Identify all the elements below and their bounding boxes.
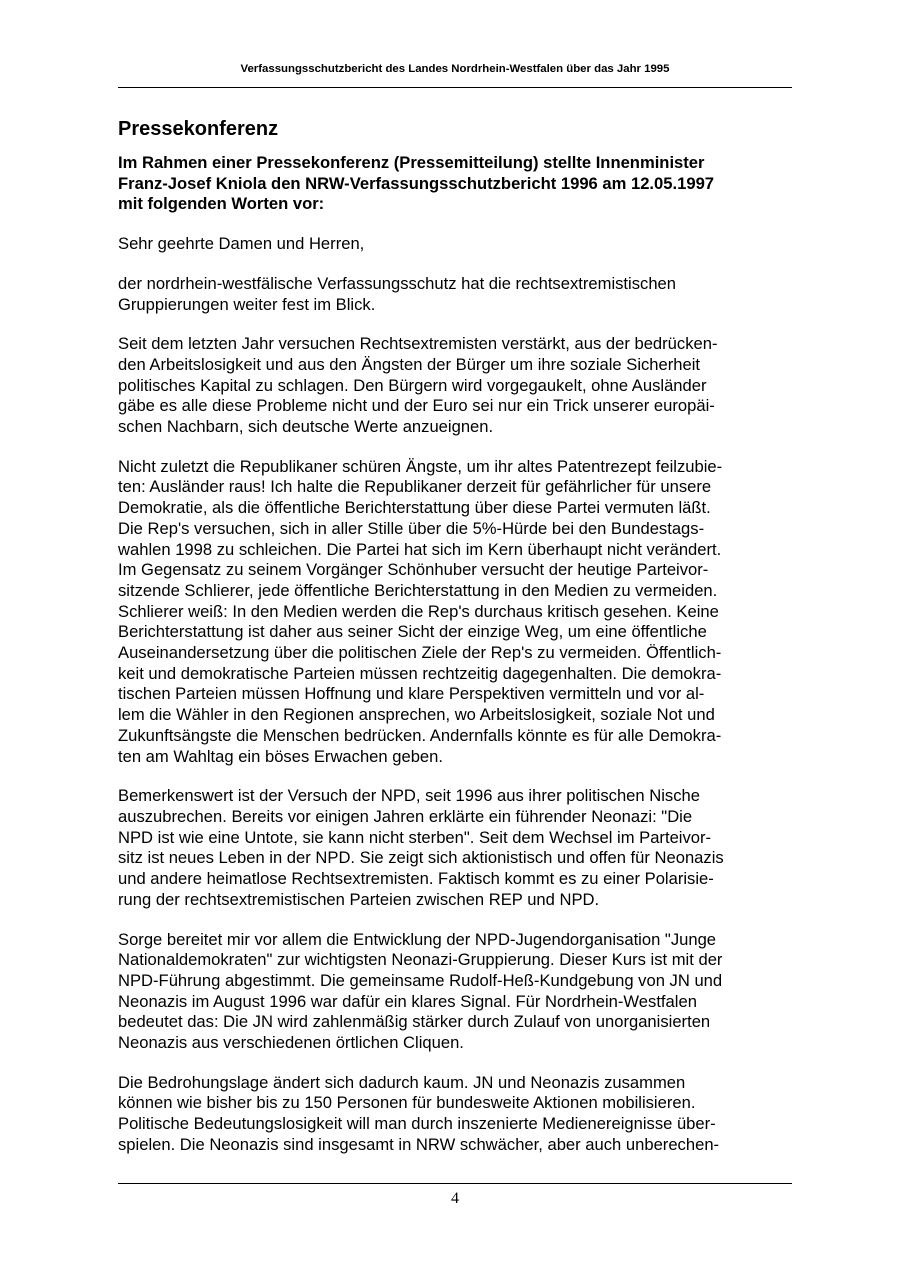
- text-line: Zukunftsängste die Menschen bedrücken. Andernfalls könnte es für alle Demokra-: [118, 725, 722, 745]
- text-line: rung der rechtsextremistischen Parteien zwischen REP und NPD.: [118, 889, 600, 909]
- text-line: sitz ist neues Leben in der NPD. Sie zeigt sich aktionistisch und offen für Neonazis: [118, 848, 724, 868]
- text-line: Schlierer weiß: In den Medien werden die Rep's durchaus kritisch gesehen. Keine: [118, 601, 719, 621]
- paragraph-jn: [118, 930, 786, 1054]
- paragraph-npd: [118, 786, 786, 910]
- text-line: Nationaldemokraten" zur wichtigsten Neonazi-Gruppierung. Dieser Kurs ist mit der: [118, 950, 723, 970]
- text-line: Neonazis im August 1996 war dafür ein klares Signal. Für Nordrhein-Westfalen: [118, 991, 697, 1011]
- text-line: schen Nachbarn, sich deutsche Werte anzueignen.: [118, 417, 494, 437]
- text-line: Politische Bedeutungslosigkeit will man durch inszenierte Medienereignisse über-: [118, 1114, 716, 1134]
- text-line: Bemerkenswert ist der Versuch der NPD, seit 1996 aus ihrer politischen Nische: [118, 786, 700, 806]
- text-line: lem die Wähler in den Regionen ansprechen, wo Arbeitslosigkeit, soziale Not und: [118, 705, 715, 725]
- page-number: 4: [451, 1190, 459, 1207]
- lead-line: Franz-Josef Kniola den NRW-Verfassungsschutzbericht 1996 am 12.05.1997: [118, 173, 715, 193]
- text-line: spielen. Die Neonazis sind insgesamt in NRW schwächer, aber auch unberechen-: [118, 1134, 720, 1154]
- text-line: sitzende Schlierer, jede öffentliche Berichterstattung in den Medien zu vermeiden.: [118, 580, 718, 600]
- text-line: Seit dem letzten Jahr versuchen Rechtsextremisten verstärkt, aus der bedrücken-: [118, 334, 718, 354]
- text-line: Sorge bereitet mir vor allem die Entwicklung der NPD-Jugendorganisation "Junge: [118, 929, 717, 949]
- text-line: und andere heimatlose Rechtsextremisten. Faktisch kommt es zu einer Polarisie-: [118, 869, 714, 889]
- text-line: können wie bisher bis zu 150 Personen für bundesweite Aktionen mobilisieren.: [118, 1093, 696, 1113]
- text-line: den Arbeitslosigkeit und aus den Ängsten der Bürger um ihre soziale Sicherheit: [118, 354, 701, 374]
- text-line: politisches Kapital zu schlagen. Den Bürgern wird vorgegaukelt, ohne Ausländer: [118, 375, 707, 395]
- text-line: NPD-Führung abgestimmt. Die gemeinsame Rudolf-Heß-Kundgebung von JN und: [118, 970, 723, 990]
- text-line: NPD ist wie eine Untote, sie kann nicht sterben". Seit dem Wechsel im Parteivor-: [118, 827, 712, 847]
- text-line: Im Gegensatz zu seinem Vorgänger Schönhuber versucht der heutige Parteivor-: [118, 560, 709, 580]
- text-line: ten: Ausländer raus! Ich halte die Republikaner derzeit für gefährlicher für unsere: [118, 477, 712, 497]
- section-title: Pressekonferenz: [118, 118, 279, 140]
- text-line: Berichterstattung ist daher aus seiner Sicht der einzige Weg, um eine öffentliche: [118, 622, 707, 642]
- paragraph-rechtsextremisten: [118, 334, 786, 438]
- text-line: Die Rep's versuchen, sich in aller Stille über die 5%-Hürde bei den Bundestags-: [118, 518, 705, 538]
- text-line: bedeutet das: Die JN wird zahlenmäßig stärker durch Zulauf von unorganisierten: [118, 1012, 711, 1032]
- text-line: keit und demokratische Parteien müssen rechtzeitig dagegenhalten. Die demokra-: [118, 663, 722, 683]
- text-line: gäbe es alle diese Probleme nicht und der Euro sei nur ein Trick unserer europäi-: [118, 396, 715, 416]
- text-line: tischen Parteien müssen Hoffnung und klare Perspektiven vermitteln und vor al-: [118, 684, 705, 704]
- text-line: ten am Wahltag ein böses Erwachen geben.: [118, 746, 444, 766]
- text-line: Sehr geehrte Damen und Herren,: [118, 234, 365, 254]
- text-line: Demokratie, als die öffentliche Berichterstattung über diese Partei vermuten läßt.: [118, 498, 711, 518]
- text-line: Neonazis aus verschiedenen örtlichen Cliquen.: [118, 1033, 464, 1053]
- header-rule: [118, 87, 792, 88]
- text-line: wahlen 1998 zu schleichen. Die Partei hat sich im Kern überhaupt nicht verändert.: [118, 539, 722, 559]
- lead-line: mit folgenden Worten vor:: [118, 194, 325, 214]
- text-line: Auseinandersetzung über die politischen Ziele der Rep's zu vermeiden. Öffentlich-: [118, 643, 722, 663]
- lead-paragraph: [118, 153, 786, 215]
- running-header: Verfassungsschutzbericht des Landes Nordrhein-Westfalen über das Jahr 1995: [240, 63, 670, 75]
- paragraph-intro: [118, 274, 786, 315]
- page-body: [118, 114, 786, 1175]
- text-line: Gruppierungen weiter fest im Blick.: [118, 294, 376, 314]
- text-line: Die Bedrohungslage ändert sich dadurch kaum. JN und Neonazis zusammen: [118, 1072, 686, 1092]
- text-line: der nordrhein-westfälische Verfassungsschutz hat die rechtsextremistischen: [118, 273, 677, 293]
- text-line: Nicht zuletzt die Republikaner schüren Ängste, um ihr altes Patentrezept feilzubie-: [118, 456, 723, 476]
- text-line: auszubrechen. Bereits vor einigen Jahren erklärte ein führender Neonazi: "Die: [118, 806, 693, 826]
- paragraph-bedrohungslage: [118, 1073, 786, 1156]
- footer-rule: [118, 1183, 792, 1184]
- lead-line: Im Rahmen einer Pressekonferenz (Pressemitteilung) stellte Innenminister: [118, 153, 705, 172]
- paragraph-republikaner: [118, 457, 786, 768]
- paragraph-salutation: [118, 234, 786, 255]
